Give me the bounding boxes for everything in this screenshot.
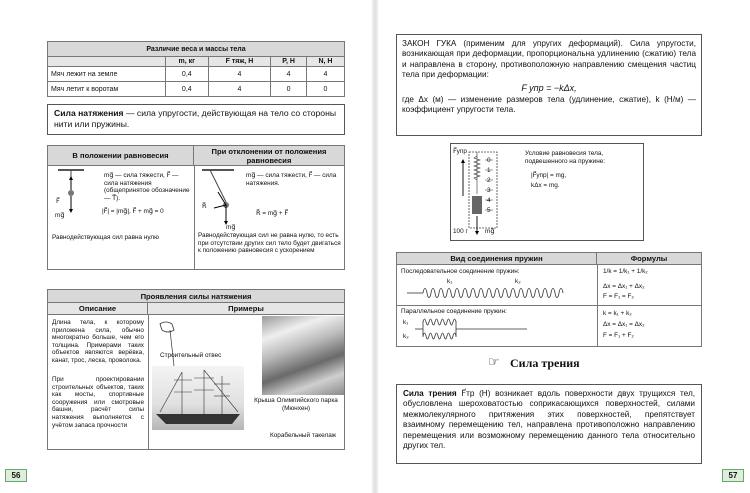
series-formula: F = F₁ = F₂: [603, 293, 634, 300]
table-title: Различие веса и массы тела: [48, 42, 345, 57]
series-k2: k₂: [515, 278, 521, 285]
eq-col2-text: mg⃗ — сила тяжести, F⃗ — сила натяжения.: [246, 172, 337, 187]
springs-col1: Вид соединения пружин: [397, 253, 597, 265]
label-F: F⃗: [56, 198, 60, 205]
table-header: N, Н: [306, 57, 344, 67]
eq-col2-bottom: Равнодействующая сил не равна нулю, то есть при отсутствии других сил тело будет двигаться к положению равновесия с ускорением: [198, 232, 341, 255]
springs-col2: Формулы: [597, 253, 701, 265]
table-cell: 0,4: [166, 82, 209, 97]
series-springs-figure: [407, 286, 577, 300]
equilibrium-condition: Условие равновесия тела, подвешенного на пружине:: [525, 150, 606, 165]
friction-title: Сила трения: [510, 356, 580, 370]
equilibrium-formula-2: kΔx = mg.: [531, 182, 560, 189]
table-header: F тяж, Н: [208, 57, 271, 67]
label-mg-2: mg⃗: [226, 224, 236, 231]
table-cell: 4: [208, 67, 271, 82]
table-cell: Мяч лежит на земле: [48, 67, 166, 82]
equilibrium-table: [47, 145, 345, 270]
eq-col1-bottom: Равнодействующая сил равна нулю: [52, 234, 159, 241]
springs-divider: [597, 265, 598, 347]
weight-label: 100 г: [453, 228, 468, 235]
table-cell: 0: [306, 82, 344, 97]
manifest-desc: Длина тела, к которому приложена сила, обычно многократно больше, чем его толщина. Примерами таких объектов являются верёвка, канат, трос, леска, проволока.: [52, 319, 144, 364]
table-cell: 4: [271, 67, 307, 82]
table-cell: 0,4: [166, 67, 209, 82]
olympic-roof-photo: [262, 316, 344, 395]
left-page: [0, 0, 372, 493]
page-number: 57: [722, 469, 744, 482]
example-rigging: Корабельный такелаж: [270, 432, 337, 439]
manifest-desc2: При проектировании строительных объектов, таких как мосты, спортивные сооружения или смотровые башни, расчёт силы натяжения выполняется с учётом запаса прочности: [52, 376, 144, 429]
parallel-k2: k₂: [403, 333, 409, 340]
spring-label-F: F⃗упр: [453, 148, 467, 155]
hooke-text: ЗАКОН ГУКА (применим для упругих деформаций). Сила упругости, возникающая при деформации, пропорциональна удлинению (сжатию) тела и направлена в сторону, противоположную направлению смещения частиц тела при деформации:: [402, 39, 696, 80]
pointing-hand-icon: ☞: [488, 355, 500, 370]
series-k1: k₁: [447, 278, 453, 285]
eq-col1-formula: |F⃗| = |mg⃗|, F⃗ + mg⃗ = 0: [102, 208, 164, 215]
pendulum-rest-figure: [54, 168, 98, 216]
manifestations-table: [47, 289, 345, 450]
hooke-law-box: [396, 34, 702, 136]
tension-text: — сила упругости, действующая на тело со стороны нити или пружины.: [54, 108, 336, 129]
table-cell: 4: [208, 82, 271, 97]
ship-rigging-figure: [152, 366, 244, 430]
spring-figure-box: [450, 143, 644, 241]
springs-row-divider: [397, 305, 701, 306]
label-R: R⃗: [202, 203, 207, 210]
scale-mark: 3: [487, 187, 491, 194]
hooke-formula: F упр = −kΔx,: [521, 82, 577, 93]
table-cell: 0: [271, 82, 307, 97]
eq-col2-title: При отклонении от положения равновесия: [194, 146, 344, 166]
page-number: 56: [5, 469, 27, 482]
parallel-k1: k₁: [403, 319, 409, 326]
series-formula: 1/k = 1/k₁ + 1/k₂: [603, 268, 648, 275]
equilibrium-formula-1: |F⃗упр| = mg,: [531, 172, 567, 179]
manifest-divider: [148, 315, 149, 450]
pendulum-deflected-figure: [198, 168, 238, 230]
friction-text: F⃗тр (Н) возникает вдоль поверхности двух трущихся тел, обусловлена шероховатостью соприкасающихся поверхностей, силами межмолекулярного притяжения этих поверхностей, препятствует взаимному перемещению тел, направлена противоположно направлению перемещения или возможному перемещению данного тела относительно других тел.: [403, 389, 695, 451]
eq-col1-text: mg⃗ — сила тяжести, F⃗ — сила натяжения (общепринятое обозначение — T⃗).: [104, 172, 190, 202]
scale-mark: 1: [487, 167, 491, 174]
scale-mark: 4: [487, 197, 491, 204]
eq-col2-formula: R⃗ = mg⃗ + F⃗: [256, 210, 289, 217]
spring-scale-figure: [455, 146, 513, 240]
parallel-label: Параллельное соединение пружин:: [401, 308, 507, 315]
friction-definition-box: [396, 384, 702, 464]
manifest-title: Проявления силы натяжения: [48, 290, 344, 303]
table-header: P, Н: [271, 57, 307, 67]
manifest-col2: Примеры: [148, 303, 344, 315]
table-header: [48, 57, 166, 67]
friction-term: Сила трения: [403, 389, 457, 398]
tension-term: Сила натяжения: [54, 108, 124, 118]
eq-col1-title: В положении равновесия: [48, 146, 194, 166]
example-plumb: Строительный отвес: [160, 352, 222, 359]
hooke-where: где Δx (м) — изменение размеров тела (удлинение, сжатие), k (Н/м) — коэффициент упругости тела.: [402, 95, 696, 115]
spring-label-mg: mg⃗: [485, 228, 495, 235]
tension-definition: [47, 104, 345, 135]
label-mg: mg⃗: [55, 212, 65, 219]
scale-mark: 2: [487, 177, 491, 184]
weight-mass-table: [47, 41, 345, 97]
scale-mark: 5: [487, 207, 491, 214]
example-roof: Крыша Олимпийского парка (Мюнхен): [254, 397, 338, 412]
right-page: [378, 0, 750, 493]
manifest-col1: Описание: [48, 303, 148, 315]
series-formula: Δx = Δx₁ + Δx₂: [603, 283, 645, 290]
scale-mark: 0: [487, 157, 491, 164]
parallel-formula: k = k₁ + k₂: [603, 310, 632, 317]
eq-divider: [194, 166, 195, 270]
table-header: m, кг: [166, 57, 209, 67]
parallel-formula: F = F₁ + F₂: [603, 332, 634, 339]
table-cell: Мяч летит к воротам: [48, 82, 166, 97]
parallel-formula: Δx = Δx₁ = Δx₂: [603, 321, 645, 328]
spring-connection-table: [396, 252, 702, 347]
parallel-springs-figure: [411, 315, 531, 343]
table-cell: 4: [306, 67, 344, 82]
friction-heading: [488, 355, 648, 373]
series-label: Последовательное соединение пружин:: [401, 268, 520, 275]
